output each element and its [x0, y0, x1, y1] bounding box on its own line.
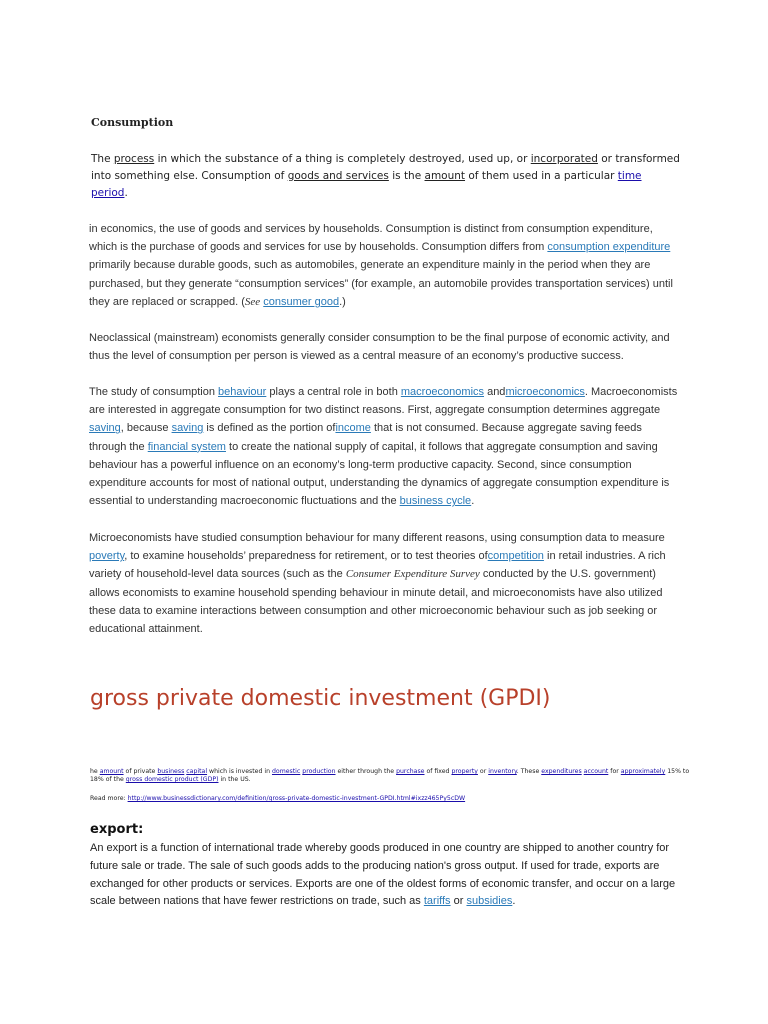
- link-domestic[interactable]: domestic: [271, 768, 301, 775]
- consumption-paragraph-4: [89, 529, 681, 638]
- text: or: [450, 895, 467, 908]
- text: conducted by the U.S. government) allows economists to examine household spending behaviour in minute detail, and microeconomists have also utilized these data to examine interactions between consumption and other microeconomic behaviour such as job seeking or educational attainment.: [89, 568, 663, 636]
- consumption-title: Consumption: [91, 116, 174, 129]
- text: and: [484, 386, 506, 398]
- text: of fixed: [424, 768, 452, 775]
- survey-title-italic: Consumer Expenditure Survey: [345, 568, 480, 581]
- consumption-paragraph-3: [89, 383, 681, 510]
- read-more-label: Read more:: [90, 795, 128, 802]
- link-capital[interactable]: capital: [186, 768, 208, 775]
- text: is defined as the portion of: [203, 422, 336, 435]
- link-competition[interactable]: competition: [487, 550, 544, 563]
- text: in which the substance of a thing is completely destroyed, used up, or: [154, 153, 531, 165]
- text: that is not consumed. Because aggregate saving feeds through the: [89, 422, 642, 453]
- text: 15% to 18% of the: [90, 768, 690, 783]
- consumption-paragraph-2: Neoclassical (mainstream) economists generally consider consumption to be the final purpose of economic activity, and thus the level of consumption per person is viewed as a central measure of an economy’s productive success.: [89, 332, 670, 363]
- link-poverty[interactable]: poverty: [89, 550, 125, 563]
- link-amount[interactable]: amount: [99, 768, 124, 775]
- text: to create the national supply of capital, it follows that aggregate consumption and saving behaviour has a powerful influence on an economy’s long-term productive capacity. Second, since consumption expenditure accounts for most of national output, understanding the dynamics of aggregate consumption expenditure is essential to understanding macroeconomic fluctuations and the: [89, 440, 670, 508]
- consumption-paragraph-1: [89, 220, 681, 311]
- text: which is invested in: [207, 768, 272, 775]
- link-behaviour[interactable]: behaviour: [218, 386, 267, 398]
- link-approximately[interactable]: approximately: [620, 768, 666, 775]
- link-business-cycle[interactable]: business cycle: [399, 495, 472, 508]
- text: or transformed into something else. Consumption of: [91, 153, 680, 182]
- link-saving[interactable]: saving: [171, 422, 204, 435]
- text: .: [512, 895, 516, 908]
- link-tariffs[interactable]: tariffs: [423, 895, 451, 908]
- text: Microeconomists have studied consumption behaviour for many different reasons, using consumption data to measure: [89, 532, 665, 544]
- text: in retail industries. A rich variety of household-level data sources (such as the: [89, 550, 666, 581]
- link-gdp[interactable]: gross domestic product (GDP): [125, 776, 219, 783]
- text: he: [90, 768, 100, 775]
- text: , to examine households’ preparedness for retirement, or to test theories of: [124, 550, 488, 563]
- text: of them used in a particular: [465, 170, 618, 182]
- link-property[interactable]: property: [451, 768, 478, 775]
- text: primarily because durable goods, such as automobiles, generate an expenditure mainly in the period when they are purchased, but they generate “consumption services” (for example, an automobile provides transportation services) until they are replaced or scrapped. (: [89, 259, 673, 308]
- text: either through the: [335, 768, 397, 775]
- gpdi-heading: gross private domestic investment (GPDI): [90, 686, 551, 711]
- link-subsidies[interactable]: subsidies: [466, 895, 513, 908]
- text: The study of consumption: [89, 386, 219, 398]
- link-account[interactable]: account: [583, 768, 609, 775]
- link-consumer-good[interactable]: consumer good: [263, 295, 340, 308]
- text: or: [477, 768, 489, 775]
- text: of private: [123, 768, 158, 775]
- gpdi-definition: [90, 768, 690, 784]
- export-paragraph: [90, 840, 680, 911]
- link-goods-and-services[interactable]: goods and services: [287, 170, 389, 182]
- link-process[interactable]: process: [113, 153, 155, 165]
- text: .): [339, 295, 346, 308]
- consumption-definition: [91, 151, 681, 202]
- text: is the: [388, 170, 425, 182]
- see-italic: See: [244, 295, 261, 308]
- link-inventory[interactable]: inventory: [488, 768, 517, 775]
- text: for: [608, 768, 621, 775]
- text: The: [91, 153, 114, 165]
- text: . Macroeconomists are interested in aggregate consumption for two distinct reasons. First, aggregate consumption determines aggregate: [89, 386, 678, 417]
- link-purchase[interactable]: purchase: [396, 768, 425, 775]
- text: in economics, the use of goods and services by households. Consumption is distinct from consumption expenditure, which is the purchase of goods and services for use by households. Consumption differs from: [89, 223, 653, 254]
- text: , because: [120, 422, 172, 435]
- text: plays a central role in both: [266, 386, 401, 398]
- link-business[interactable]: business: [157, 768, 185, 775]
- link-amount[interactable]: amount: [424, 170, 466, 182]
- text: .: [124, 187, 128, 199]
- link-macroeconomics[interactable]: macroeconomics: [400, 386, 485, 398]
- read-more: [90, 795, 690, 803]
- link-financial-system[interactable]: financial system: [147, 440, 226, 453]
- link-microeconomics[interactable]: microeconomics: [505, 386, 585, 398]
- export-heading: export:: [90, 822, 144, 837]
- link-saving[interactable]: saving: [89, 422, 121, 435]
- text: .: [471, 495, 475, 508]
- text: . These: [516, 768, 542, 775]
- link-income[interactable]: income: [335, 422, 371, 435]
- link-production[interactable]: production: [302, 768, 336, 775]
- read-more-link[interactable]: http://www.businessdictionary.com/definition/gross-private-domestic-investment-GPDI.html#ixzz465Py5cDW: [127, 795, 466, 802]
- link-incorporated[interactable]: incorporated: [530, 153, 598, 165]
- text: in the US.: [218, 776, 251, 783]
- text: An export is a function of international trade whereby goods produced in one country are shipped to another country for future sale or trade. The sale of such goods adds to the producing nation's gross output. If used for trade, exports are exchanged for other products or services. Exports are one of the oldest forms of economic transfer, and occur on a large scale between nations that have fewer restrictions on trade, such as: [90, 842, 676, 908]
- link-time-period[interactable]: time period: [91, 170, 642, 199]
- link-consumption-expenditure[interactable]: consumption expenditure: [547, 241, 671, 254]
- link-expenditures[interactable]: expenditures: [541, 768, 582, 775]
